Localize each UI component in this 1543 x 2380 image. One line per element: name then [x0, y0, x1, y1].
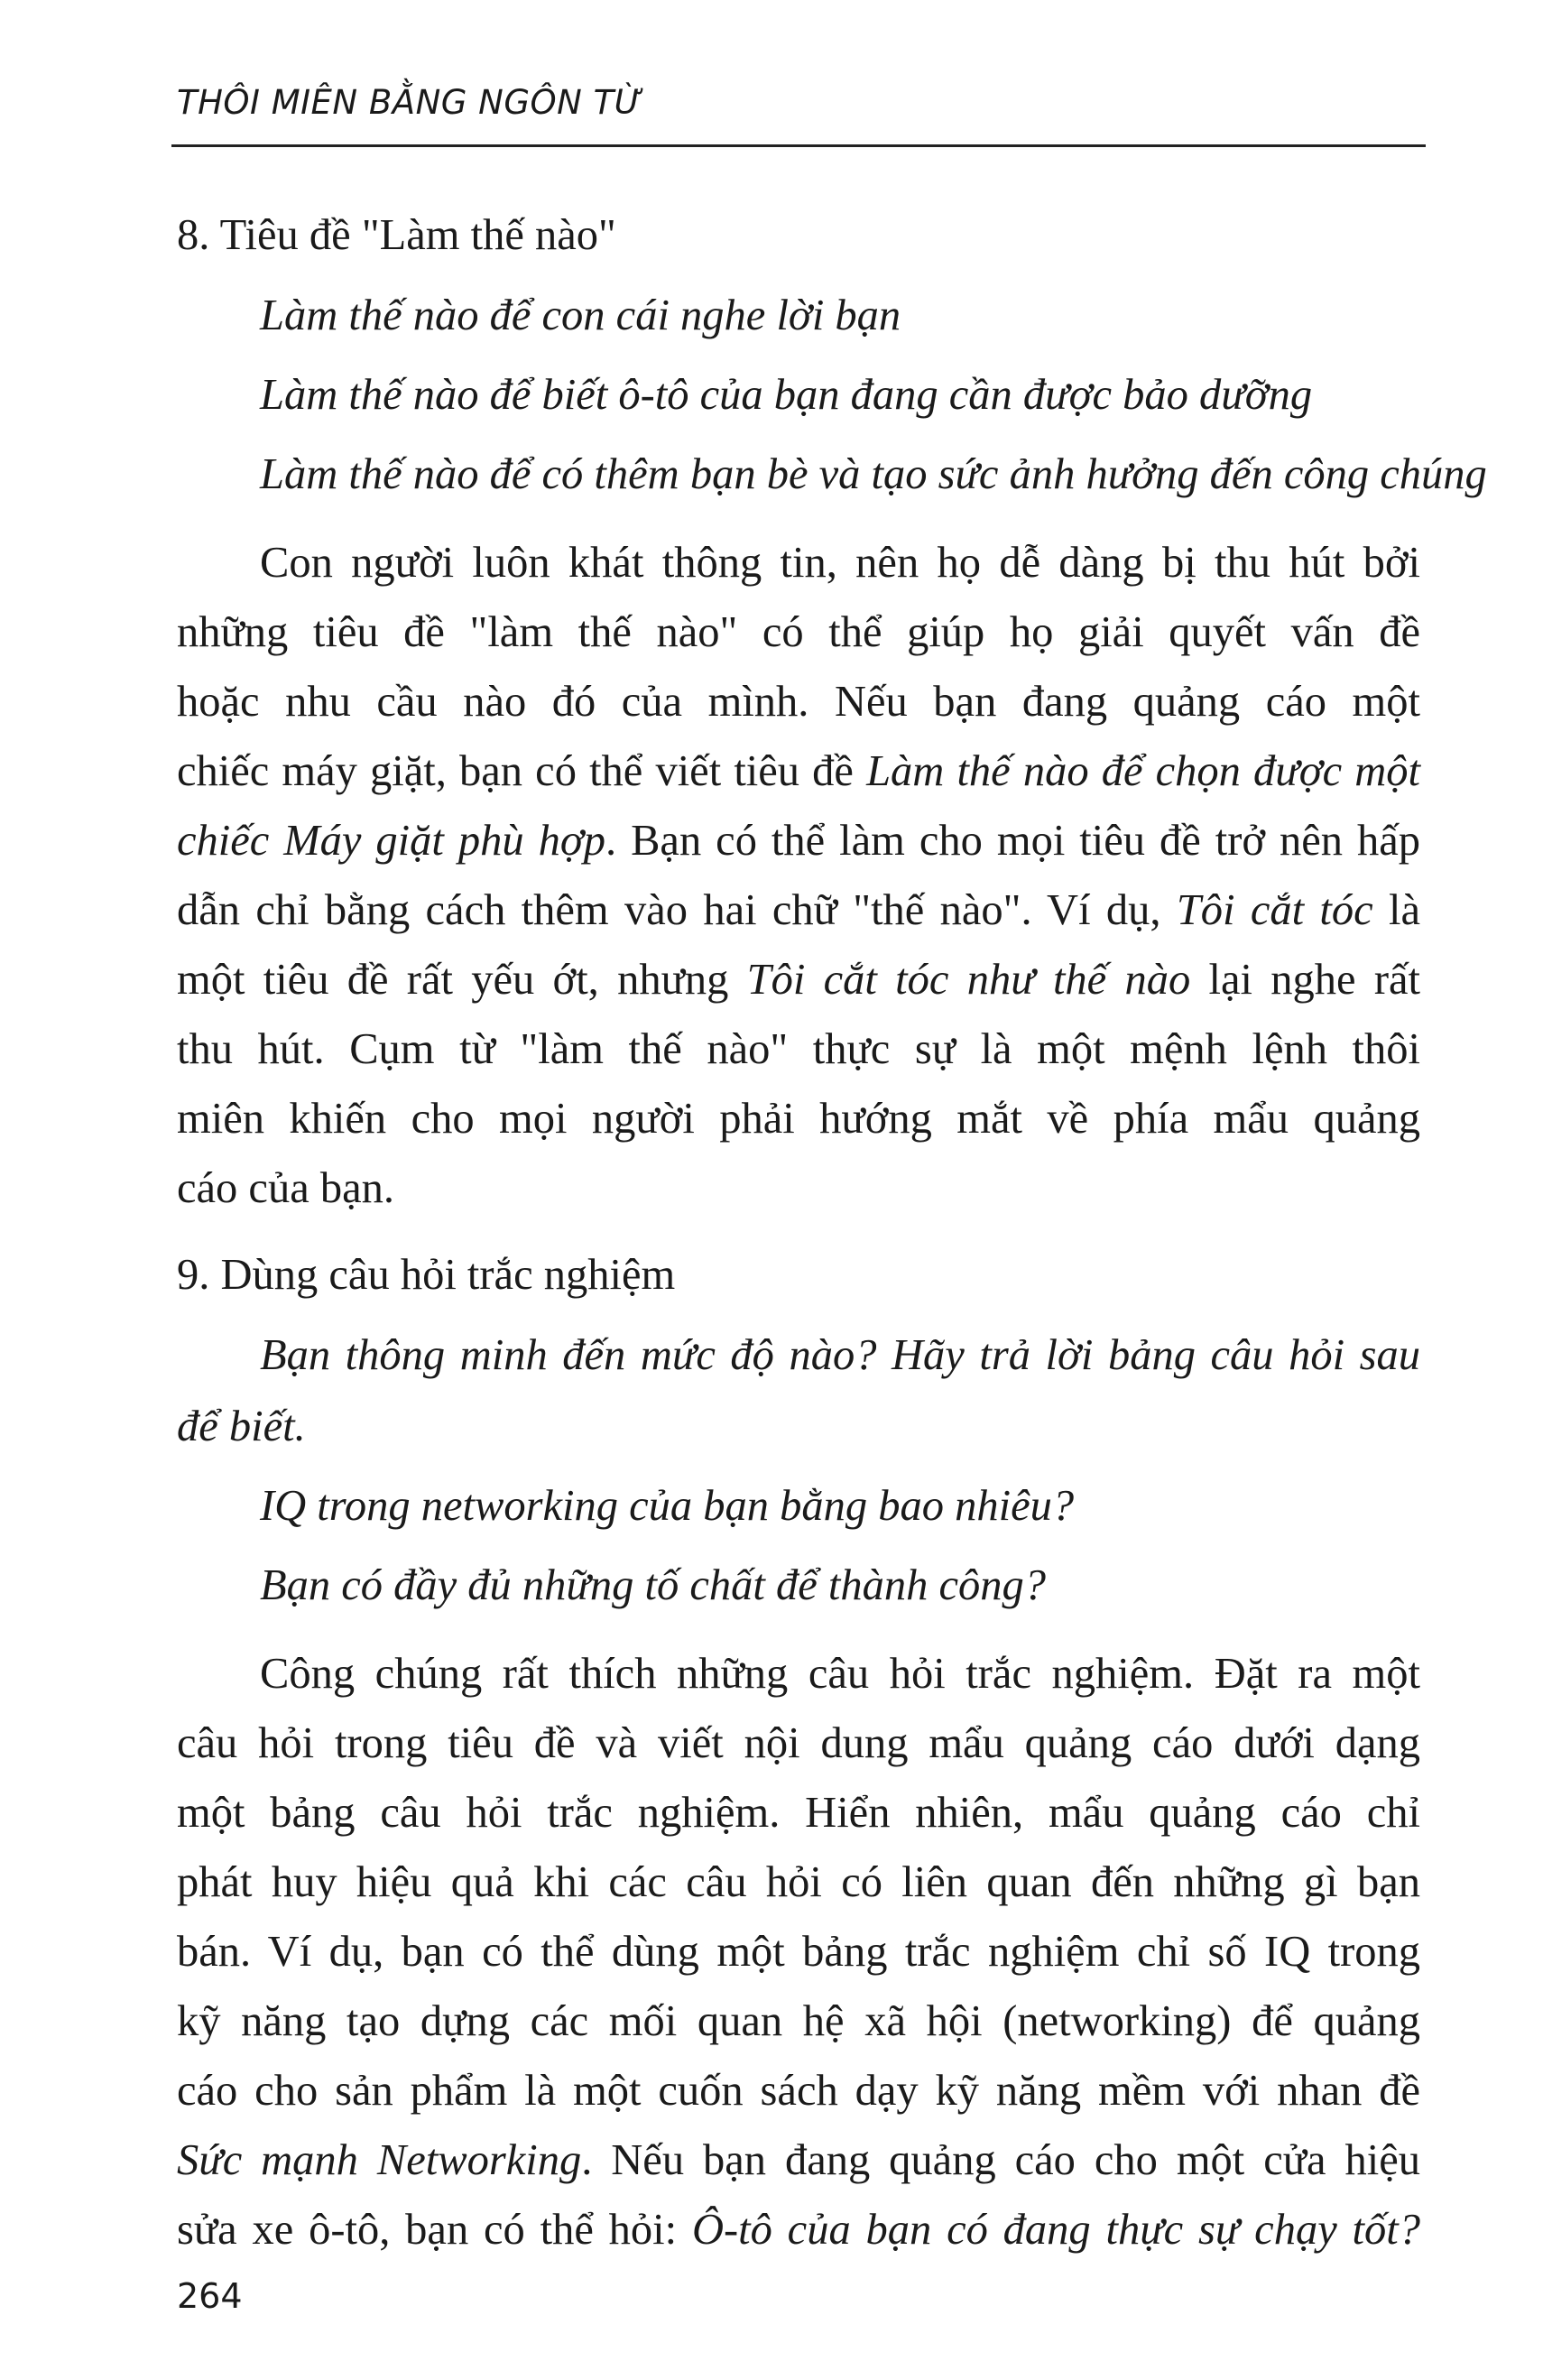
italic-run: Tôi cắt tóc như thế nào	[746, 956, 1191, 1004]
paragraph-line	[177, 816, 1420, 866]
paragraph-line: bán. Ví dụ, bạn có thể dùng một bảng trắc nghiệm chỉ số IQ trong	[177, 1928, 1420, 1976]
italic-run: chiếc Máy giặt phù hợp	[177, 817, 605, 865]
paragraph-line	[177, 2135, 1420, 2185]
text-run: là	[1372, 886, 1420, 934]
text-run: sửa xe ô-tô, bạn có thể hỏi:	[177, 2206, 692, 2254]
paragraph-line: câu hỏi trong tiêu đề và viết nội dung mẩu quảng cáo dưới dạng	[177, 1719, 1420, 1767]
example-line: Làm thế nào để biết ô-tô của bạn đang cần được bảo dưỡng	[260, 371, 1313, 419]
section-8-heading: 8. Tiêu đề "Làm thế nào"	[177, 211, 616, 259]
text-run: lại nghe rất	[1190, 956, 1420, 1004]
paragraph-line	[177, 885, 1420, 935]
paragraph-line	[177, 955, 1420, 1005]
text-run: . Bạn có thể làm cho mọi tiêu đề trở nên hấp	[605, 817, 1420, 865]
paragraph-line: một bảng câu hỏi trắc nghiệm. Hiển nhiên, mẩu quảng cáo chỉ	[177, 1789, 1420, 1837]
running-head: THÔI MIÊN BẰNG NGÔN TỪ	[177, 83, 643, 122]
example-line: Bạn có đầy đủ những tố chất để thành công?	[260, 1561, 1047, 1609]
italic-run: Ô-tô của bạn có đang thực sự chạy tốt?	[691, 2206, 1420, 2254]
paragraph-line	[177, 2205, 1420, 2255]
italic-run: Tôi cắt tóc	[1176, 886, 1373, 934]
paragraph-line	[177, 746, 1420, 796]
paragraph-line: miên khiến cho mọi người phải hướng mắt về phía mẩu quảng	[177, 1095, 1420, 1143]
paragraph-line: kỹ năng tạo dựng các mối quan hệ xã hội (networking) để quảng	[177, 1997, 1420, 2045]
example-line: để biết.	[177, 1403, 306, 1450]
page-number: 264	[177, 2276, 243, 2316]
example-line: Làm thế nào để có thêm bạn bè và tạo sức ảnh hưởng đến công chúng	[260, 450, 1487, 498]
paragraph-line: Công chúng rất thích những câu hỏi trắc nghiệm. Đặt ra một	[260, 1650, 1420, 1698]
italic-run: Làm thế nào để chọn được một	[866, 747, 1420, 795]
paragraph-line: cáo của bạn.	[177, 1164, 395, 1212]
paragraph-line: Con người luôn khát thông tin, nên họ dễ dàng bị thu hút bởi	[260, 539, 1420, 587]
example-line: Bạn thông minh đến mức độ nào? Hãy trả lời bảng câu hỏi sau	[260, 1331, 1420, 1379]
paragraph-line: cáo cho sản phẩm là một cuốn sách dạy kỹ năng mềm với nhan đề	[177, 2067, 1420, 2115]
example-line: Làm thế nào để con cái nghe lời bạn	[260, 292, 901, 339]
text-run: một tiêu đề rất yếu ớt, nhưng	[177, 956, 747, 1004]
section-9-heading: 9. Dùng câu hỏi trắc nghiệm	[177, 1251, 676, 1299]
paragraph-line: những tiêu đề "làm thế nào" có thể giúp họ giải quyết vấn đề	[177, 608, 1420, 656]
italic-run: Sức mạnh Networking	[177, 2136, 582, 2184]
header-rule	[171, 144, 1426, 147]
example-line: IQ trong networking của bạn bằng bao nhiêu?	[260, 1482, 1075, 1530]
text-run: chiếc máy giặt, bạn có thể viết tiêu đề	[177, 747, 867, 795]
paragraph-line: hoặc nhu cầu nào đó của mình. Nếu bạn đang quảng cáo một	[177, 678, 1420, 726]
paragraph-line: thu hút. Cụm từ "làm thế nào" thực sự là một mệnh lệnh thôi	[177, 1025, 1420, 1073]
text-run: . Nếu bạn đang quảng cáo cho một cửa hiệu	[581, 2136, 1420, 2184]
paragraph-line: phát huy hiệu quả khi các câu hỏi có liên quan đến những gì bạn	[177, 1858, 1420, 1906]
text-run: dẫn chỉ bằng cách thêm vào hai chữ "thế nào". Ví dụ,	[177, 886, 1177, 934]
